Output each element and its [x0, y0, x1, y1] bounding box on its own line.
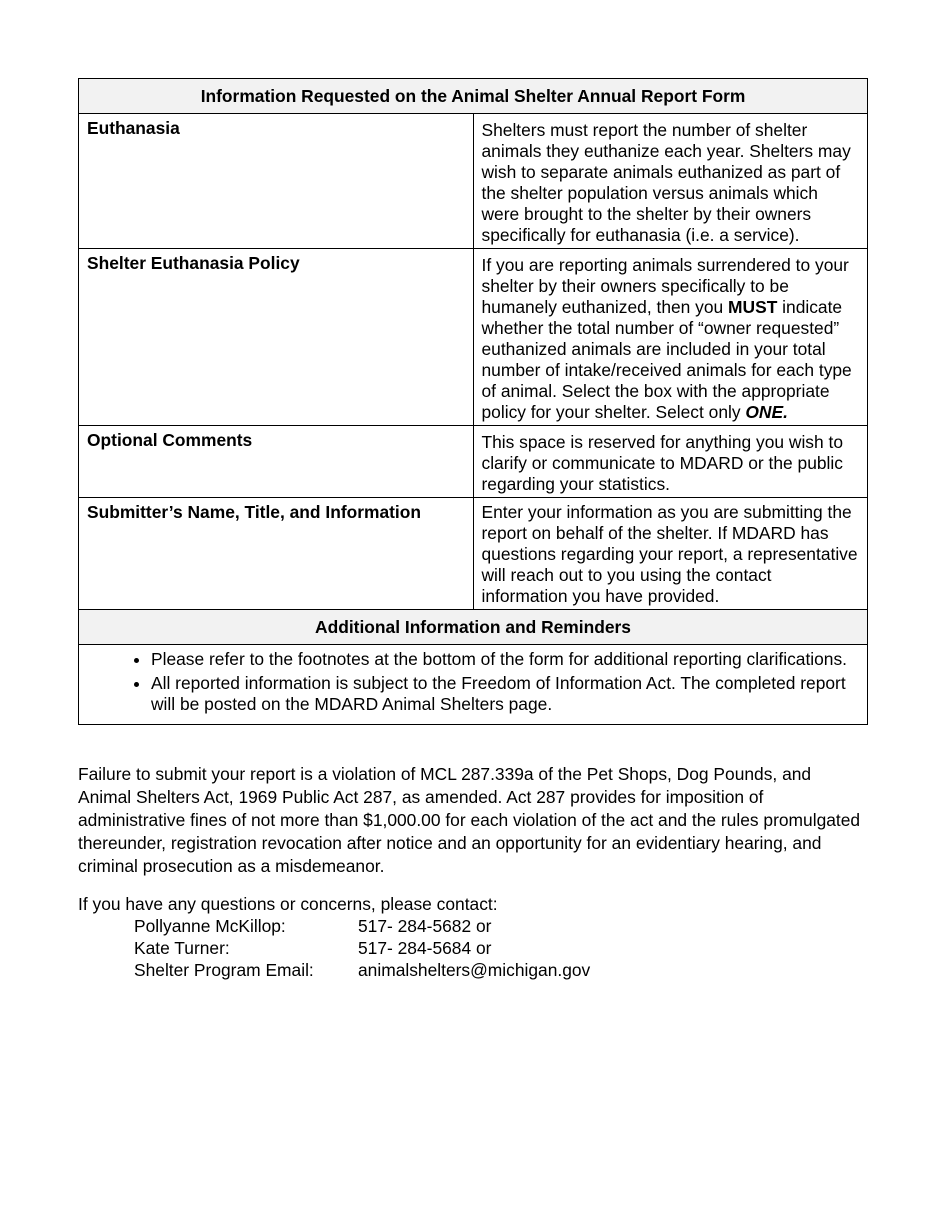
contact-row [78, 937, 868, 959]
contact-email: animalshelters@michigan.gov [358, 959, 591, 980]
table-row [79, 426, 868, 498]
table-row [79, 645, 868, 725]
violation-paragraph: Failure to submit your report is a violation of MCL 287.339a of the Pet Shops, Dog Pounds, and Animal Shelters Act, 1969 Public Act 287, as amended. Act 287 provides for imposition of administrative fines of not more than $1,000.00 for each violation of the act and the rules promulgated thereunder, registration revocation after notice and an opportunity for an evidentiary hearing, and criminal prosecution as a misdemeanor. [78, 763, 861, 877]
row-text-euthanasia-policy [473, 249, 868, 426]
table-row [79, 249, 868, 426]
row-text-optional-comments: This space is reserved for anything you wish to clarify or communicate to MDARD or the public regarding your statistics. [473, 426, 868, 498]
row-label-optional-comments: Optional Comments [79, 426, 474, 498]
policy-one-emphasis: ONE. [745, 402, 788, 422]
contact-block [78, 893, 868, 981]
reminders-heading: Additional Information and Reminders [79, 610, 868, 645]
row-text-submitter: Enter your information as you are submitting the report on behalf of the shelter. If MDARD has questions regarding your report, a representative will reach out to you using the contact information you have provided. [473, 498, 868, 610]
contact-name: Shelter Program Email: [134, 959, 314, 980]
table-row [79, 114, 868, 249]
row-label-euthanasia: Euthanasia [79, 114, 474, 249]
contact-row [78, 959, 868, 981]
policy-text-part: If you are reporting animals surrendered to your shelter by their owners specifically to be humanely euthanized, then you [481, 255, 849, 317]
contact-intro: If you have any questions or concerns, please contact: [78, 893, 498, 914]
contact-name: Pollyanne McKillop: [134, 915, 286, 936]
report-info-table [78, 78, 868, 725]
table-heading: Information Requested on the Animal Shelter Annual Report Form [79, 79, 868, 114]
table-row [79, 498, 868, 610]
list-item: • All reported information is subject to the Freedom of Information Act. The completed report will be posted on the MDARD Animal Shelters page. [151, 673, 859, 716]
contact-row [78, 915, 868, 937]
row-label-euthanasia-policy: Shelter Euthanasia Policy [79, 249, 474, 426]
contact-name: Kate Turner: [134, 937, 230, 958]
document-page [78, 78, 868, 981]
reminders-list [87, 649, 859, 716]
row-text-euthanasia: Shelters must report the number of shelter animals they euthanize each year. Shelters may wish to separate animals euthanized as part of the shelter population versus animals which were brought to the shelter by their owners specifically for euthanasia (i.e. a service). [473, 114, 868, 249]
policy-must-emphasis: MUST [728, 297, 778, 317]
reminders-cell [79, 645, 868, 725]
list-item: • Please refer to the footnotes at the bottom of the form for additional reporting clarifications. [151, 649, 859, 671]
policy-text-part: indicate whether the total number of “owner requested” euthanized animals are included in your total number of intake/received animals for each type of animal. Select the box with the appropriate policy for your shelter. Select only [481, 297, 852, 422]
contact-phone: 517- 284-5682 or [358, 915, 492, 936]
contact-phone: 517- 284-5684 or [358, 937, 492, 958]
row-label-submitter: Submitter’s Name, Title, and Information [79, 498, 474, 610]
